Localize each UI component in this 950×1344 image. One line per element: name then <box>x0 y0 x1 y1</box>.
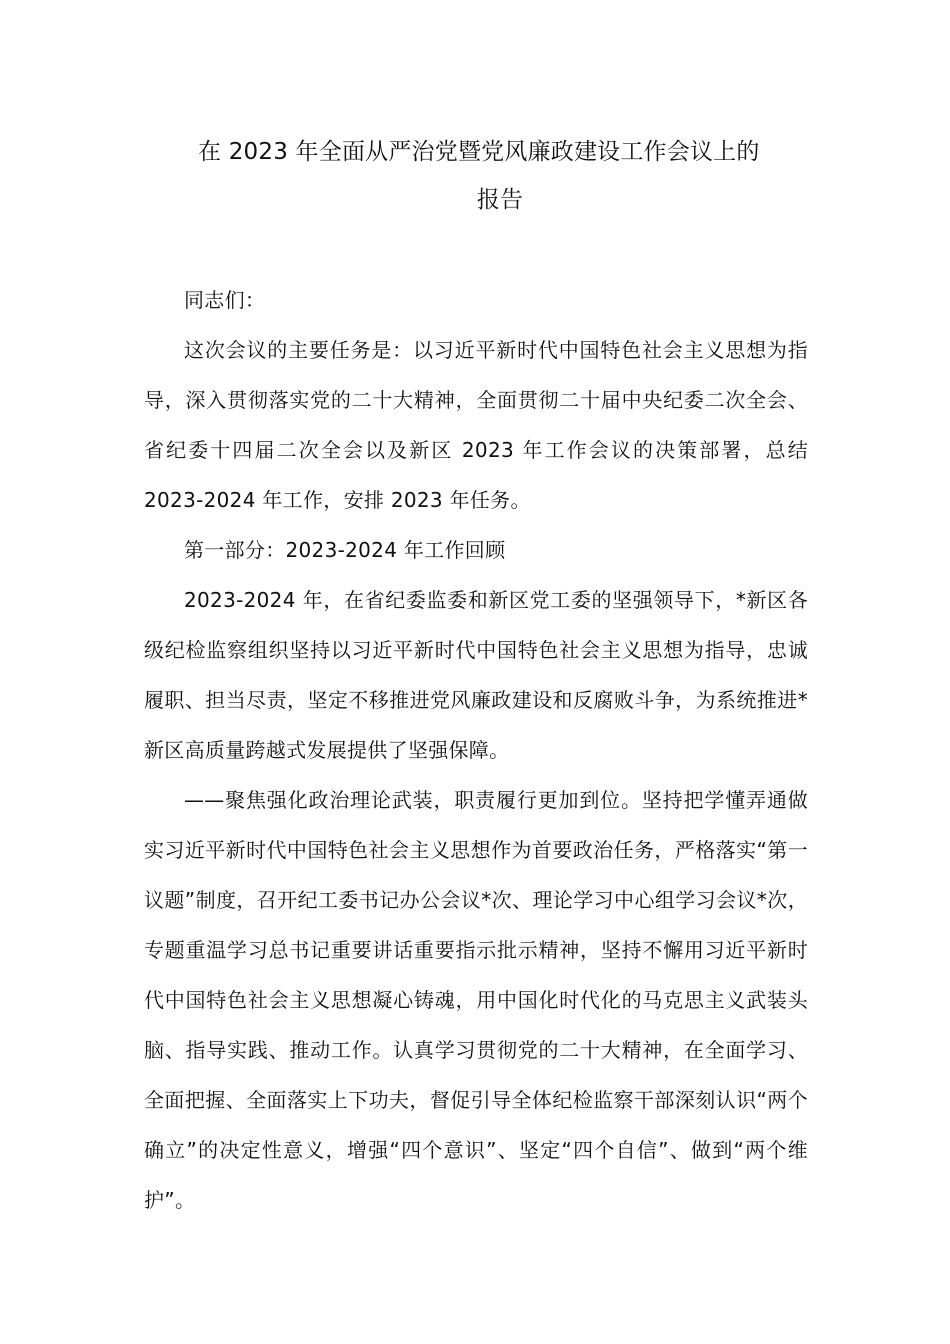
document-body <box>144 275 808 1225</box>
document-title <box>190 128 810 224</box>
review-paragraph: 2023-2024 年，在省纪委监委和新区党工委的坚强领导下，*新区各级纪检监察组织坚持以习近平新时代中国特色社会主义思想为指导，忠诚履职、担当尽责，坚定不移推进党风廉政建设和反腐败斗争，为系统推进*新区高质量跨越式发展提供了坚强保障。 <box>144 588 808 762</box>
title-line-1: 在 2023 年全面从严治党暨党风廉政建设工作会议上的 <box>198 139 760 165</box>
salutation-paragraph: 同志们： <box>184 288 266 312</box>
section-heading: 第一部分：2023-2024 年工作回顾 <box>184 538 506 562</box>
meeting-task-paragraph: 这次会议的主要任务是：以习近平新时代中国特色社会主义思想为指导，深入贯彻落实党的二十大精神，全面贯彻二十届中央纪委二次全会、省纪委十四届二次全会以及新区 2023 年工作会议的决策部署，总结 2023-2024 年工作，安排 2023 年任务。 <box>144 338 808 512</box>
title-line-2: 报告 <box>476 187 524 213</box>
theory-paragraph: ——聚焦强化政治理论武装，职责履行更加到位。坚持把学懂弄通做实习近平新时代中国特色社会主义思想作为首要政治任务，严格落实“第一议题”制度，召开纪工委书记办公会议*次、理论学习中心组学习会议*次，专题重温学习总书记重要讲话重要指示批示精神，坚持不懈用习近平新时代中国特色社会主义思想凝心铸魂，用中国化时代化的马克思主义武装头脑、指导实践、推动工作。认真学习贯彻党的二十大精神，在全面学习、全面把握、全面落实上下功夫，督促引导全体纪检监察干部深刻认识“两个确立”的决定性意义，增强“四个意识”、坚定“四个自信”、做到“两个维护”。 <box>144 788 808 1212</box>
